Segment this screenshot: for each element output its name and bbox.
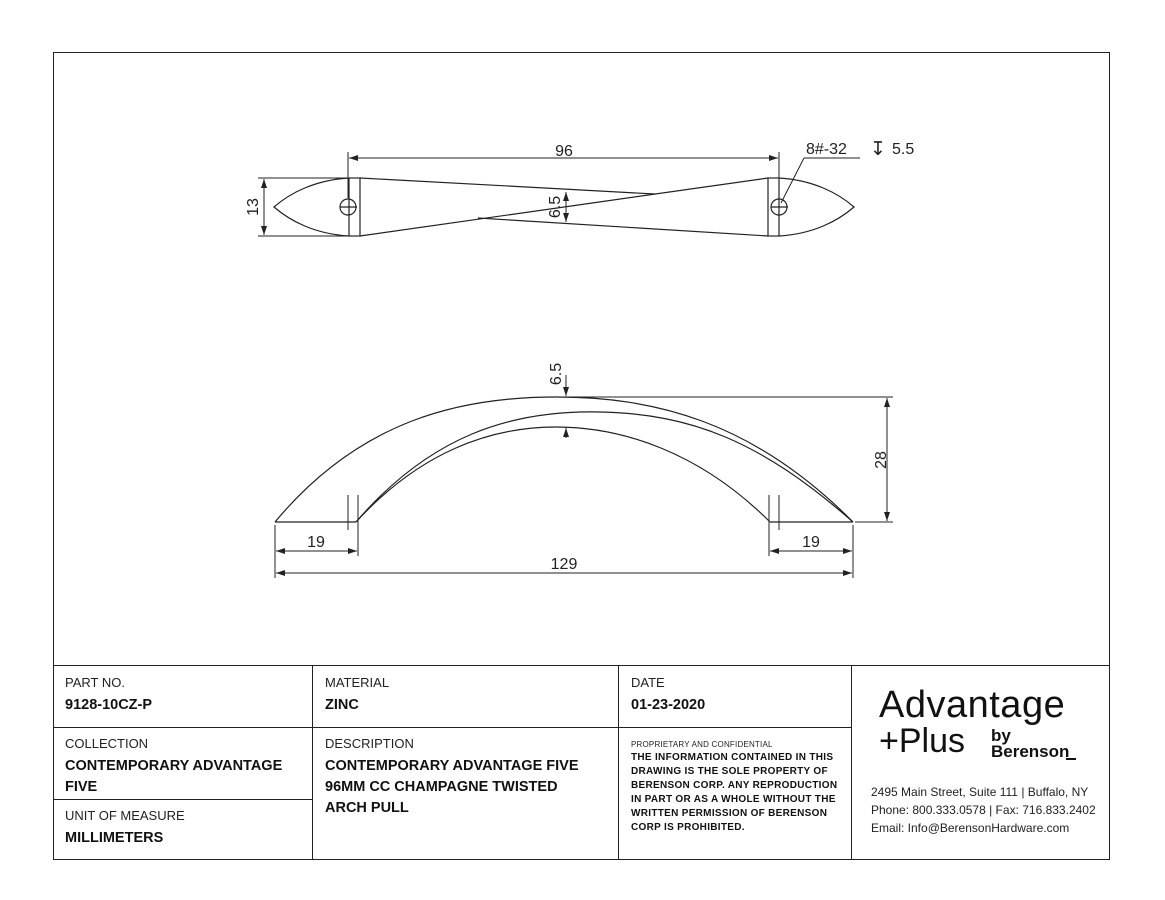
arch-inner-bottom xyxy=(356,427,770,522)
address-text: 2495 Main Street, Suite 111 | Buffalo, NY xyxy=(871,785,1089,799)
confidential-line: WRITTEN PERMISSION OF BERENSON xyxy=(631,808,828,819)
part-no-value: 9128-10CZ-P xyxy=(65,697,153,713)
confidential-heading: PROPRIETARY AND CONFIDENTIAL xyxy=(631,740,773,749)
confidential-line: THE INFORMATION CONTAINED IN THIS xyxy=(631,752,834,763)
material-label: MATERIAL xyxy=(325,675,390,690)
date-value: 01-23-2020 xyxy=(631,697,706,713)
depth-icon: ↧ xyxy=(870,139,886,160)
phone-text: Phone: 800.333.0578 | Fax: 716.833.2402 xyxy=(871,803,1096,817)
collection-value-line2: FIVE xyxy=(65,779,98,795)
collection-value-line1: CONTEMPORARY ADVANTAGE xyxy=(65,758,283,774)
confidential-line: BERENSON CORP. ANY REPRODUCTION xyxy=(631,780,838,791)
title-block xyxy=(53,665,1110,860)
dim-hole-note: 8#-32 xyxy=(806,141,847,158)
description-line3: ARCH PULL xyxy=(325,800,409,816)
brand-line1: Advantage xyxy=(879,684,1066,726)
description-line2: 96MM CC CHAMPAGNE TWISTED xyxy=(325,779,558,795)
dim-leg-left: 19 xyxy=(307,534,325,551)
dim-top-length: 96 xyxy=(555,143,573,160)
confidential-line: CORP IS PROHIBITED. xyxy=(631,822,745,833)
collection-label: COLLECTION xyxy=(65,736,149,751)
dim-overall-length: 129 xyxy=(550,556,578,573)
material-value: ZINC xyxy=(325,697,359,713)
brand-logo xyxy=(879,686,1104,764)
arch-inner-top xyxy=(356,412,853,522)
arch-outer xyxy=(275,397,853,522)
date-label: DATE xyxy=(631,675,665,690)
description-label: DESCRIPTION xyxy=(325,736,414,751)
part-no-label: PART NO. xyxy=(65,675,125,690)
dim-height-top: 13 xyxy=(245,198,262,216)
confidential-line: DRAWING IS THE SOLE PROPERTY OF xyxy=(631,766,828,777)
top-view xyxy=(274,178,854,236)
brand-company: Berenson xyxy=(991,742,1070,761)
confidential-line: IN PART OR AS A WHOLE WITHOUT THE xyxy=(631,794,836,805)
brand-line2: +Plus xyxy=(879,722,965,760)
unit-value: MILLIMETERS xyxy=(65,830,164,846)
top-view-right-end xyxy=(779,178,854,236)
brand-underline xyxy=(1066,758,1076,760)
confidential-notice xyxy=(631,740,846,835)
dim-twist-width: 6.5 xyxy=(547,195,564,219)
dim-arch-height: 28 xyxy=(873,451,890,469)
dim-arch-thickness: 6.5 xyxy=(548,362,565,386)
brand-by: by xyxy=(991,726,1011,745)
dim-leg-right: 19 xyxy=(802,534,820,551)
email-text: Email: Info@BerensonHardware.com xyxy=(871,821,1070,835)
dim-hole-depth: 5.5 xyxy=(892,141,915,158)
description-line1: CONTEMPORARY ADVANTAGE FIVE xyxy=(325,758,579,774)
unit-label: UNIT OF MEASURE xyxy=(65,808,185,823)
top-view-left-end xyxy=(274,178,349,236)
dimension-labels xyxy=(245,139,914,573)
front-view xyxy=(275,397,853,522)
contact-info xyxy=(871,783,1106,837)
